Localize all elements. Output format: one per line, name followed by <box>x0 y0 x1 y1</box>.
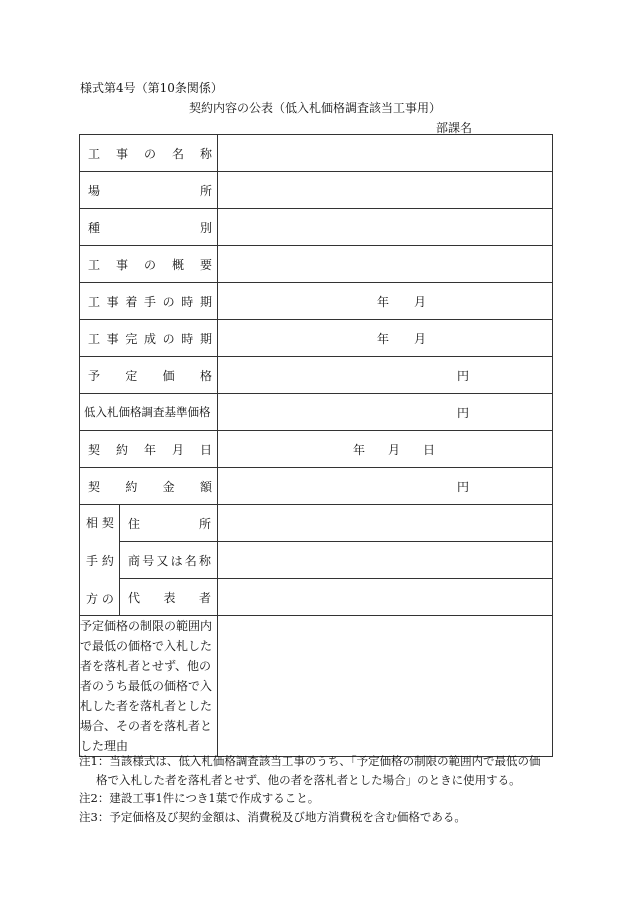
note-1-line-2: 格で入札した者を落札者とせず、他の者を落札者とした場合」のときに使用する。 <box>96 772 521 787</box>
unit-year: 年 <box>353 443 366 457</box>
unit-month: 月 <box>414 295 427 309</box>
value-start-time[interactable] <box>218 283 553 320</box>
value-completion-time[interactable] <box>218 320 553 357</box>
row-counterparty-representative <box>80 579 553 616</box>
row-completion-time <box>80 320 553 357</box>
value-overview[interactable] <box>218 246 553 283</box>
value-work-name[interactable] <box>218 135 553 172</box>
unit-yen: 円 <box>457 480 470 494</box>
label-contract-date: 契 約 年 月 日 <box>88 442 213 457</box>
unit-yen: 円 <box>457 406 470 420</box>
row-contract-date <box>80 431 553 468</box>
label-planned-price: 予 定 価 格 <box>88 368 212 383</box>
notes <box>79 752 559 826</box>
label-reason: 予定価格の制限の範囲内で最低の価格で入札した者を落札者とせず、他の者のうち最低の価格で入札した者を落札者とした場合、その者を落札者とした理由 <box>80 616 218 757</box>
label-counterparty-group: 相 契 手 約 方 の <box>80 505 120 616</box>
value-contract-date[interactable] <box>218 431 553 468</box>
row-location <box>80 172 553 209</box>
label-trade-name: 商 号 又 は 名 称 <box>128 553 211 568</box>
row-work-name <box>80 135 553 172</box>
note-3: 注3：予定価格及び契約金額は、消費税及び地方消費税を含む価格である。 <box>79 809 466 824</box>
value-standard-price[interactable] <box>218 394 553 431</box>
value-category[interactable] <box>218 209 553 246</box>
note-2: 注2：建設工事1件につき1葉で作成すること。 <box>79 791 320 805</box>
document-title: 契約内容の公表（低入札価格調査該当工事用） <box>188 101 441 115</box>
row-counterparty-address <box>80 505 553 542</box>
row-standard-price <box>80 394 553 431</box>
label-category: 種 別 <box>88 220 213 235</box>
unit-month: 月 <box>388 443 401 457</box>
department-label: 部課名 <box>436 121 473 135</box>
label-address: 住 所 <box>128 516 212 531</box>
label-contract-amount: 契 約 金 額 <box>88 479 212 494</box>
row-planned-price <box>80 357 553 394</box>
label-overview: 工 事 の 概 要 <box>88 257 213 272</box>
label-representative: 代 表 者 <box>128 590 212 605</box>
label-work-name: 工 事 の 名 称 <box>88 146 213 161</box>
row-start-time <box>80 283 553 320</box>
label-completion-time: 工 事 完 成 の 時 期 <box>88 331 212 346</box>
row-category <box>80 209 553 246</box>
form-number: 様式第4号（第10条関係） <box>80 81 223 95</box>
unit-year: 年 <box>377 295 390 309</box>
note-1-line-1: 注1：当該様式は、低入札価格調査該当工事のうち、「予定価格の制限の範囲内で最低の価 <box>79 754 541 768</box>
label-start-time: 工 事 着 手 の 時 期 <box>88 294 212 309</box>
unit-month: 月 <box>414 332 427 346</box>
value-location[interactable] <box>218 172 553 209</box>
row-contract-amount <box>80 468 553 505</box>
contract-table <box>79 134 553 757</box>
value-address[interactable] <box>218 505 553 542</box>
row-reason <box>80 616 553 757</box>
value-representative[interactable] <box>218 579 553 616</box>
unit-year: 年 <box>377 332 390 346</box>
unit-day: 日 <box>423 443 436 457</box>
value-contract-amount[interactable] <box>218 468 553 505</box>
value-trade-name[interactable] <box>218 542 553 579</box>
row-overview <box>80 246 553 283</box>
value-planned-price[interactable] <box>218 357 553 394</box>
unit-yen: 円 <box>457 369 470 383</box>
row-counterparty-trade-name <box>80 542 553 579</box>
label-location: 場 所 <box>88 183 213 198</box>
value-reason[interactable] <box>218 616 553 757</box>
label-standard-price: 低入札価格調査基準価格 <box>84 405 211 419</box>
